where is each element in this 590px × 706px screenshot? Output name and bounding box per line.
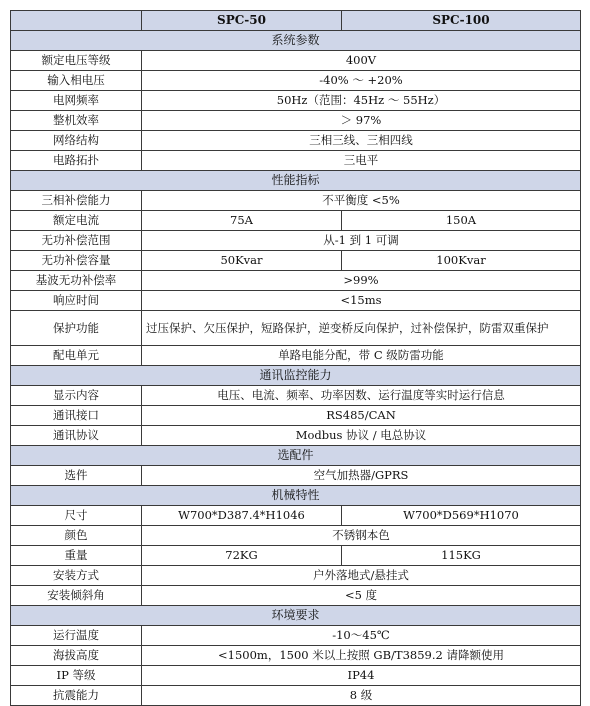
spec-row (11, 466, 581, 486)
section-title: 系统参数 (11, 31, 581, 51)
section-header-row (11, 171, 581, 191)
spec-value: <1500m，1500 米以上按照 GB/T3859.2 请降额使用 (142, 646, 581, 666)
section-title: 通讯监控能力 (11, 366, 581, 386)
section-title: 机械特性 (11, 486, 581, 506)
spec-value: RS485/CAN (142, 406, 581, 426)
spec-label: 整机效率 (11, 111, 142, 131)
spec-label: 选件 (11, 466, 142, 486)
spec-row (11, 271, 581, 291)
spec-value: 不锈钢本色 (142, 526, 581, 546)
spec-row (11, 406, 581, 426)
spec-row (11, 51, 581, 71)
spec-label: 抗震能力 (11, 686, 142, 706)
spec-label: 无功补偿容量 (11, 251, 142, 271)
spec-label: 显示内容 (11, 386, 142, 406)
spec-table-body (11, 11, 581, 706)
spec-row (11, 131, 581, 151)
spec-value: >99% (142, 271, 581, 291)
spec-label: 无功补偿范围 (11, 231, 142, 251)
spec-label: 额定电流 (11, 211, 142, 231)
spec-label: 基波无功补偿率 (11, 271, 142, 291)
spec-value: 三电平 (142, 151, 581, 171)
spec-row (11, 526, 581, 546)
spec-sheet (10, 10, 581, 706)
spec-label: 运行温度 (11, 626, 142, 646)
section-header-row (11, 606, 581, 626)
section-header-row (11, 446, 581, 466)
spec-row (11, 646, 581, 666)
spec-value-spc-100: 100Kvar (342, 251, 581, 271)
spec-value-spc-50: W700*D387.4*H1046 (142, 506, 342, 526)
spec-row (11, 211, 581, 231)
spec-label: 通讯协议 (11, 426, 142, 446)
spec-label: 网络结构 (11, 131, 142, 151)
spec-value: 过压保护、欠压保护，短路保护，逆变桥反向保护，过补偿保护，防雷双重保护 (142, 311, 581, 346)
section-header-row (11, 31, 581, 51)
header-model-spc-100: SPC-100 (342, 11, 581, 31)
spec-label: 三相补偿能力 (11, 191, 142, 211)
spec-row (11, 91, 581, 111)
section-title: 选配件 (11, 446, 581, 466)
section-title: 环境要求 (11, 606, 581, 626)
spec-value: 400V (142, 51, 581, 71)
spec-label: 通讯接口 (11, 406, 142, 426)
spec-row (11, 586, 581, 606)
spec-value-spc-50: 75A (142, 211, 342, 231)
spec-row (11, 231, 581, 251)
spec-value: 8 级 (142, 686, 581, 706)
spec-row (11, 686, 581, 706)
spec-value-spc-50: 72KG (142, 546, 342, 566)
spec-label: 海拔高度 (11, 646, 142, 666)
spec-value-spc-50: 50Kvar (142, 251, 342, 271)
spec-value: ＞ 97% (142, 111, 581, 131)
header-model-spc-50: SPC-50 (142, 11, 342, 31)
header-corner-cell (11, 11, 142, 31)
spec-value: -10～45℃ (142, 626, 581, 646)
spec-value: 单路电能分配，带 C 级防雷功能 (142, 346, 581, 366)
spec-row (11, 566, 581, 586)
spec-label: 额定电压等级 (11, 51, 142, 71)
spec-value: 电压、电流、频率、功率因数、运行温度等实时运行信息 (142, 386, 581, 406)
spec-label: 输入相电压 (11, 71, 142, 91)
spec-value-spc-100: 150A (342, 211, 581, 231)
header-row (11, 11, 581, 31)
spec-value: IP44 (142, 666, 581, 686)
spec-row (11, 251, 581, 271)
spec-label: 安装方式 (11, 566, 142, 586)
spec-value: 三相三线、三相四线 (142, 131, 581, 151)
section-header-row (11, 486, 581, 506)
spec-row (11, 386, 581, 406)
spec-row (11, 546, 581, 566)
spec-row (11, 426, 581, 446)
spec-value: 50Hz（范围：45Hz ～ 55Hz） (142, 91, 581, 111)
spec-table (10, 10, 581, 706)
spec-value-spc-100: 115KG (342, 546, 581, 566)
spec-row (11, 111, 581, 131)
spec-row (11, 71, 581, 91)
spec-value: -40% ～ +20% (142, 71, 581, 91)
spec-row (11, 626, 581, 646)
spec-row (11, 311, 581, 346)
spec-row (11, 346, 581, 366)
spec-row (11, 666, 581, 686)
section-title: 性能指标 (11, 171, 581, 191)
spec-label: 安装倾斜角 (11, 586, 142, 606)
spec-value: 从-1 到 1 可调 (142, 231, 581, 251)
spec-value-spc-100: W700*D569*H1070 (342, 506, 581, 526)
spec-label: 尺寸 (11, 506, 142, 526)
spec-label: IP 等级 (11, 666, 142, 686)
spec-value: Modbus 协议 / 电总协议 (142, 426, 581, 446)
spec-row (11, 506, 581, 526)
spec-row (11, 291, 581, 311)
spec-row (11, 151, 581, 171)
spec-value: <5 度 (142, 586, 581, 606)
section-header-row (11, 366, 581, 386)
spec-label: 保护功能 (11, 311, 142, 346)
spec-value: 空气加热器/GPRS (142, 466, 581, 486)
spec-value: 不平衡度 <5% (142, 191, 581, 211)
spec-label: 重量 (11, 546, 142, 566)
spec-label: 响应时间 (11, 291, 142, 311)
spec-row (11, 191, 581, 211)
spec-label: 电路拓扑 (11, 151, 142, 171)
spec-label: 配电单元 (11, 346, 142, 366)
spec-value: <15ms (142, 291, 581, 311)
spec-value: 户外落地式/悬挂式 (142, 566, 581, 586)
spec-label: 电网频率 (11, 91, 142, 111)
spec-label: 颜色 (11, 526, 142, 546)
